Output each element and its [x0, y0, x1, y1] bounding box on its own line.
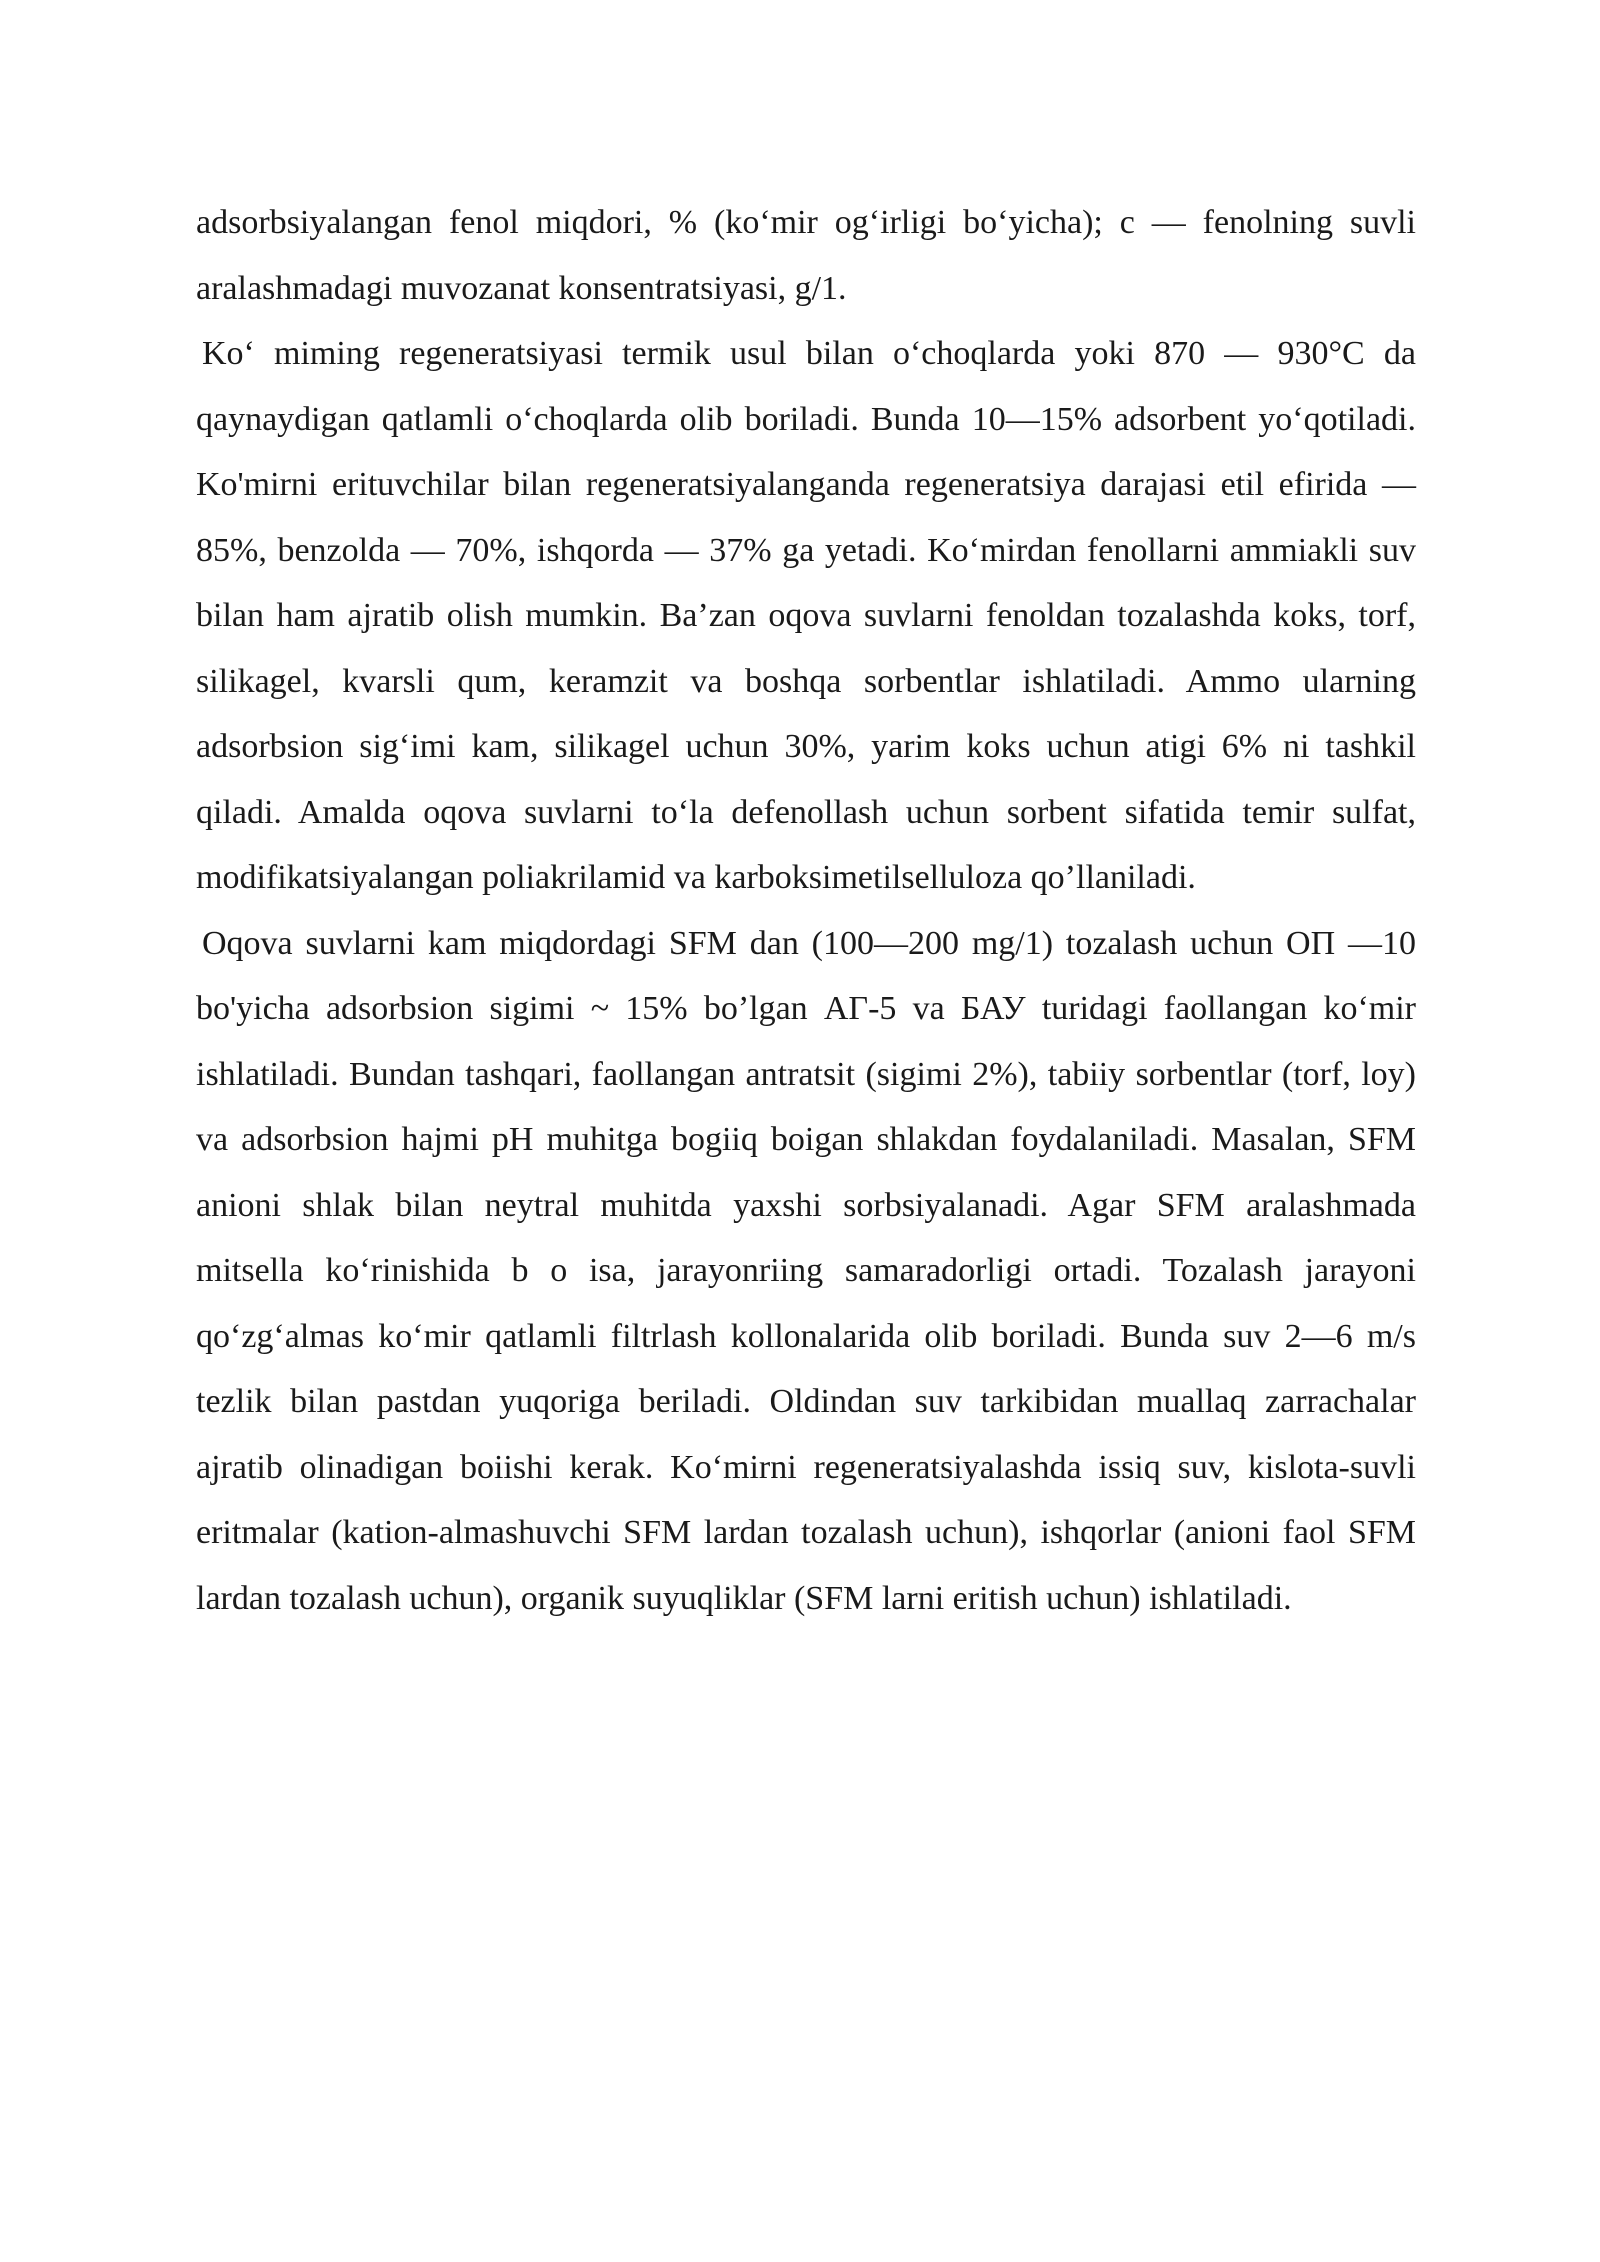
paragraph-coal-regeneration: Ko‘ miming regeneratsiyasi termik usul bilan o‘choqlarda yoki 870 — 930°C da qaynaydigan qatlamli o‘choqlarda olib boriladi. Bunda 10—15% adsorbent yo‘qotiladi. Ko'mirni erituvchilar bilan regeneratsiyalanganda regeneratsiya darajasi etil efirida — 85%, benzolda — 70%, ishqorda — 37% ga yetadi. Ko‘mirdan fenollarni ammiakli suv bilan ham ajratib olish mumkin. Ba’zan oqova suvlarni fenoldan tozalashda koks, torf, silikagel, kvarsli qum, keramzit va boshqa sorbentlar ishlatiladi. Ammo ularning adsorbsion sig‘imi kam, silikagel uchun 30%, yarim koks uchun atigi 6% ni tashkil qiladi. Amalda oqova suvlarni to‘la defenollash uchun sorbent sifatida temir sulfat, modifikatsiyalangan poliakrilamid va karboksimetilselluloza qo’llaniladi.	[196, 335, 1416, 896]
paragraph-sfm-cleaning: Oqova suvlarni kam miqdordagi SFM dan (100—200 mg/1) tozalash uchun ОП —10 bo'yicha adsorbsion sigimi ~ 15% bo’lgan АГ-5 va БАУ turidagi faollangan ko‘mir ishlatiladi. Bundan tashqari, faollangan antratsit (sigimi 2%), tabiiy sorbentlar (torf, loy) va adsorbsion hajmi pH muhitga bogiiq boigan shlakdan foydalaniladi. Masalan, SFM anioni shlak bilan neytral muhitda yaxshi sorbsiyalanadi. Agar SFM aralashmada mitsella ko‘rinishida b o isa, jarayonriing samaradorligi ortadi. Tozalash jarayoni qo‘zg‘almas ko‘mir qatlamli filtrlash kollonalarida olib boriladi. Bunda suv 2—6 m/s tezlik bilan pastdan yuqoriga beriladi. Oldindan suv tarkibidan muallaq zarrachalar ajratib olinadigan boiishi kerak. Ko‘mirni regeneratsiyalashda issiq suv, kislota-suvli eritmalar (kation-almashuvchi SFM lardan tozalash uchun), ishqorlar (anioni faol SFM lardan tozalash uchun), organik suyuqliklar (SFM larni eritish uchun) ishlatiladi.	[196, 924, 1416, 1617]
body-text	[196, 190, 1416, 1631]
paragraph-continuation: adsorbsiyalangan fenol miqdori, % (ko‘mir og‘irligi bo‘yicha); c — fenolning suvli aralashmadagi muvozanat konsentratsiyasi, g/1.	[196, 204, 1416, 307]
